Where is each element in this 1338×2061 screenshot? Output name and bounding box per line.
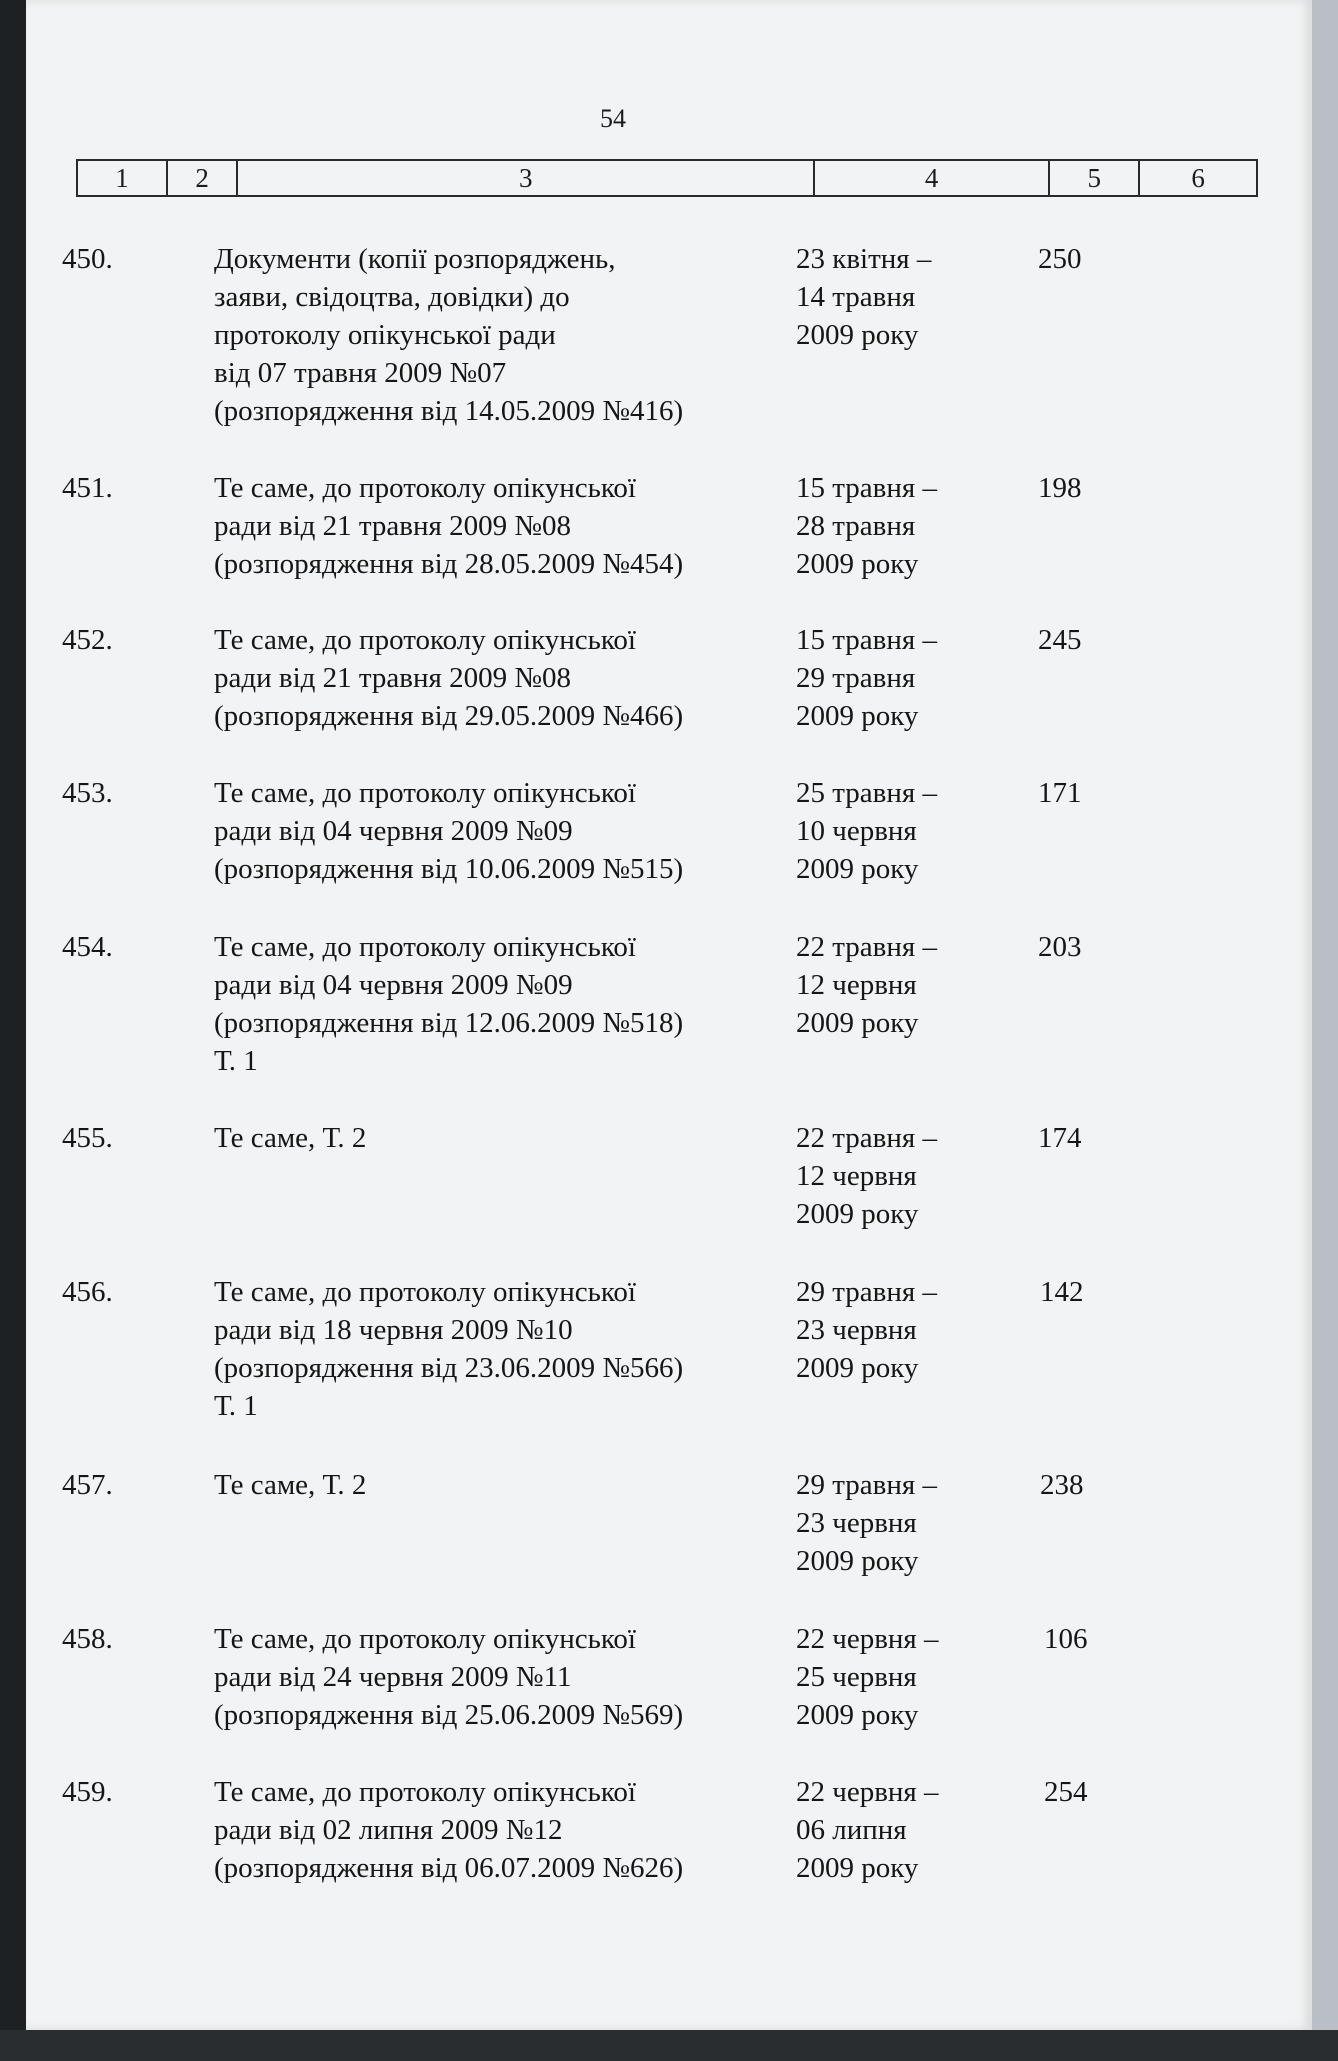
record-title-line: від 07 травня 2009 №07 — [214, 357, 507, 389]
record-date-line: 2009 року — [796, 1852, 919, 1884]
record-title-line: Те саме, до протоколу опікунської — [214, 931, 636, 963]
records-list — [26, 0, 1312, 2030]
record-date-line: 14 травня — [796, 281, 916, 313]
record-title-line: (розпорядження від 14.05.2009 №416) — [214, 395, 684, 427]
record-title-line: ради від 04 червня 2009 №09 — [214, 815, 573, 847]
record-date-line: 12 червня — [796, 1160, 917, 1192]
record-date-line: 23 червня — [796, 1314, 917, 1346]
record-number: 455. — [62, 1122, 113, 1154]
record-date-line: 15 травня – — [796, 624, 937, 656]
record-date-line: 2009 року — [796, 700, 919, 732]
record-title-line: Те саме, до протоколу опікунської — [214, 777, 636, 809]
record-date-line: 29 травня – — [796, 1469, 937, 1501]
column-header-3: 3 — [237, 160, 814, 196]
record-date-line: 2009 року — [796, 1352, 919, 1384]
record-title-line: (розпорядження від 23.06.2009 №566) — [214, 1352, 684, 1384]
record-dates — [796, 1773, 996, 1887]
record-title-line: ради від 18 червня 2009 №10 — [214, 1314, 573, 1346]
record-dates — [796, 1119, 996, 1233]
record-sheet-count: 245 — [1038, 624, 1082, 656]
record-sheet-count: 198 — [1038, 472, 1082, 504]
record-sheet-count: 250 — [1038, 243, 1082, 275]
record-number: 450. — [62, 243, 113, 275]
record-date-line: 2009 року — [796, 548, 919, 580]
record-sheet-count: 142 — [1040, 1276, 1084, 1308]
record-date-line: 22 травня – — [796, 931, 937, 963]
record-title-line: Те саме, до протоколу опікунської — [214, 1276, 636, 1308]
column-header-1: 1 — [77, 160, 167, 196]
record-sheet-count: 174 — [1038, 1122, 1082, 1154]
record-date-line: 2009 року — [796, 1007, 919, 1039]
record-title — [214, 1119, 774, 1157]
record-number: 458. — [62, 1623, 113, 1655]
record-title-line: Документи (копії розпоряджень, — [214, 243, 616, 275]
record-dates — [796, 621, 996, 735]
record-date-line: 22 червня – — [796, 1776, 939, 1808]
column-header-2: 2 — [167, 160, 237, 196]
record-dates — [796, 1620, 996, 1734]
record-date-line: 29 травня — [796, 662, 916, 694]
record-date-line: 23 червня — [796, 1507, 917, 1539]
record-date-line: 15 травня – — [796, 472, 937, 504]
record-date-line: 22 червня – — [796, 1623, 939, 1655]
record-title — [214, 469, 774, 583]
record-dates — [796, 774, 996, 888]
record-title — [214, 1466, 774, 1504]
record-sheet-count: 171 — [1038, 777, 1082, 809]
record-dates — [796, 240, 996, 354]
record-title-line: ради від 21 травня 2009 №08 — [214, 662, 572, 694]
record-title-line: (розпорядження від 28.05.2009 №454) — [214, 548, 684, 580]
record-title — [214, 1620, 774, 1734]
record-date-line: 2009 року — [796, 853, 919, 885]
record-date-line: 22 травня – — [796, 1122, 937, 1154]
record-title-line: протоколу опікунської ради — [214, 319, 556, 351]
record-date-line: 2009 року — [796, 1198, 919, 1230]
record-date-line: 10 червня — [796, 815, 917, 847]
record-title-line: заяви, свідоцтва, довідки) до — [214, 281, 570, 313]
record-sheet-count: 106 — [1044, 1623, 1088, 1655]
record-title-line: Те саме, до протоколу опікунської — [214, 1776, 636, 1808]
record-date-line: 12 червня — [796, 969, 917, 1001]
record-date-line: 29 травня – — [796, 1276, 937, 1308]
record-title-line: Те саме, до протоколу опікунської — [214, 624, 636, 656]
record-title-line: ради від 21 травня 2009 №08 — [214, 510, 572, 542]
record-date-line: 06 липня — [796, 1814, 907, 1846]
record-date-line: 2009 року — [796, 1545, 919, 1577]
record-title-line: ради від 24 червня 2009 №11 — [214, 1661, 572, 1693]
record-title-line: Те саме, до протоколу опікунської — [214, 472, 636, 504]
column-header-6: 6 — [1139, 160, 1257, 196]
record-sheet-count: 254 — [1044, 1776, 1088, 1808]
record-sheet-count: 238 — [1040, 1469, 1084, 1501]
record-date-line: 25 червня — [796, 1661, 917, 1693]
record-number: 456. — [62, 1276, 113, 1308]
record-title-line: (розпорядження від 29.05.2009 №466) — [214, 700, 684, 732]
record-title-line: Т. 1 — [214, 1390, 258, 1422]
record-number: 454. — [62, 931, 113, 963]
record-number: 459. — [62, 1776, 113, 1808]
record-title-line: (розпорядження від 12.06.2009 №518) — [214, 1007, 684, 1039]
record-title-line: Те саме, Т. 2 — [214, 1122, 367, 1154]
record-title — [214, 240, 774, 430]
record-title-line: (розпорядження від 06.07.2009 №626) — [214, 1852, 684, 1884]
record-date-line: 2009 року — [796, 1699, 919, 1731]
record-title — [214, 621, 774, 735]
record-number: 452. — [62, 624, 113, 656]
record-sheet-count: 203 — [1038, 931, 1082, 963]
record-number: 457. — [62, 1469, 113, 1501]
record-date-line: 23 квітня – — [796, 243, 932, 275]
column-header-4: 4 — [814, 160, 1049, 196]
record-number: 451. — [62, 472, 113, 504]
record-title — [214, 928, 774, 1080]
document-page — [26, 0, 1312, 2030]
record-number: 453. — [62, 777, 113, 809]
record-title-line: ради від 04 червня 2009 №09 — [214, 969, 573, 1001]
record-dates — [796, 469, 996, 583]
record-title-line: ради від 02 липня 2009 №12 — [214, 1814, 563, 1846]
record-dates — [796, 1273, 996, 1387]
record-title — [214, 1273, 774, 1425]
scan-bottom-edge — [0, 2030, 1338, 2061]
record-title-line: (розпорядження від 25.06.2009 №569) — [214, 1699, 684, 1731]
record-title-line: Те саме, Т. 2 — [214, 1469, 367, 1501]
scan-left-edge — [0, 0, 26, 2061]
record-title — [214, 1773, 774, 1887]
record-date-line: 2009 року — [796, 319, 919, 351]
record-title-line: Т. 1 — [214, 1045, 258, 1077]
record-title-line: (розпорядження від 10.06.2009 №515) — [214, 853, 684, 885]
record-title-line: Те саме, до протоколу опікунської — [214, 1623, 636, 1655]
record-dates — [796, 928, 996, 1042]
record-date-line: 28 травня — [796, 510, 916, 542]
record-title — [214, 774, 774, 888]
record-dates — [796, 1466, 996, 1580]
page-number: 54 — [600, 104, 626, 133]
record-date-line: 25 травня – — [796, 777, 937, 809]
column-header-5: 5 — [1049, 160, 1139, 196]
